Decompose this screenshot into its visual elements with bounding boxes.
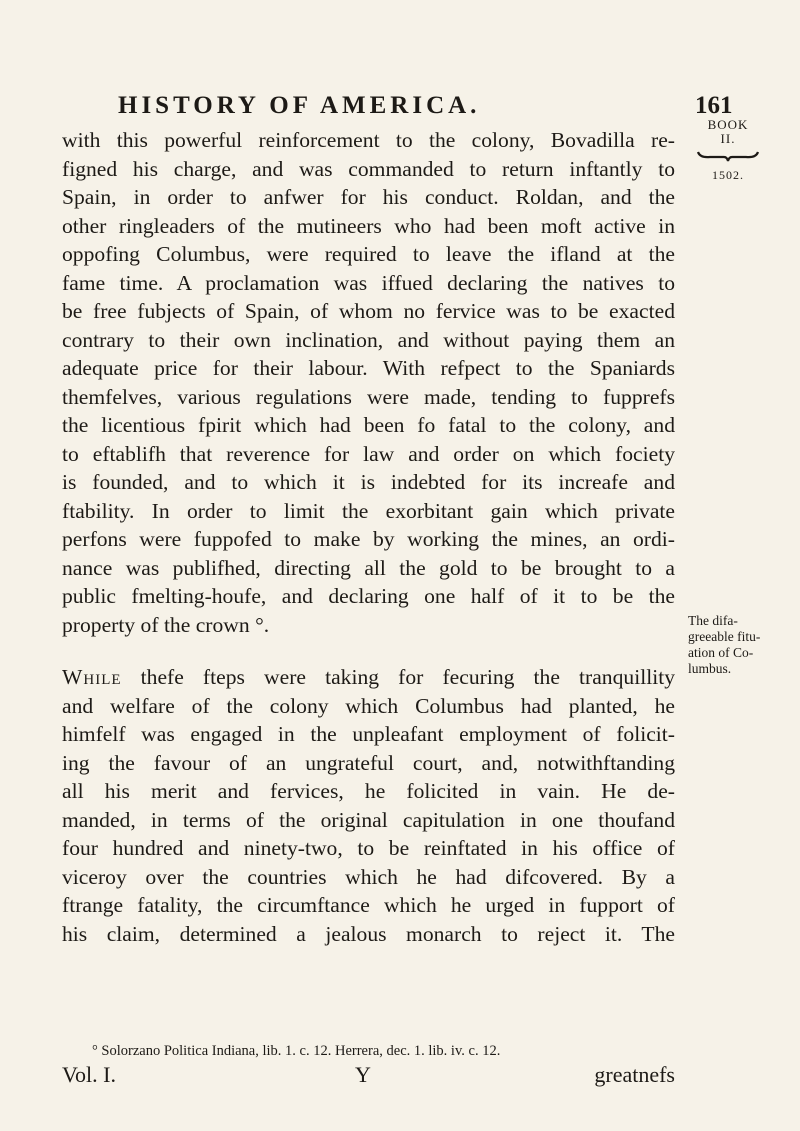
- margin-note-line: greeable fitu-: [688, 629, 761, 644]
- year-note: 1502.: [712, 168, 744, 182]
- text-line: Spain, in order to anfwer for his conduct. Roldan, and the: [62, 185, 675, 209]
- text-line: the licentious fpirit which had been fo fatal to the colony, and: [62, 413, 675, 437]
- body-text: [62, 126, 675, 948]
- running-title: HISTORY OF AMERICA.: [118, 92, 481, 119]
- book-number: II.: [720, 131, 736, 146]
- book-label: BOOK: [707, 117, 749, 132]
- footnote: ° Solorzano Politica Indiana, lib. 1. c. 12. Herrera, dec. 1. lib. iv. c. 12.: [92, 1043, 501, 1059]
- text-line: figned his charge, and was commanded to return inftantly to: [62, 156, 675, 181]
- text-line: all his merit and fervices, he folicited in vain. He de-: [62, 779, 675, 803]
- first-line-rest: thefe fteps were taking for fecuring the tranquillity: [121, 665, 675, 689]
- margin-note: [688, 613, 778, 677]
- text-line: be free fubjects of Spain, of whom no fervice was to be exacted: [62, 299, 675, 323]
- text-line: to eftablifh that reverence for law and order on which fociety: [62, 441, 675, 466]
- text-line: his claim, determined a jealous monarch to reject it. The: [62, 921, 675, 946]
- text-line: manded, in terms of the original capitulation in one thoufand: [62, 807, 675, 832]
- volume-label: Vol. I.: [62, 1062, 116, 1087]
- text-line: ftrange fatality, the circumftance which he urged in fupport of: [62, 893, 675, 917]
- margin-note-line: The difa-: [688, 613, 738, 628]
- text-line: public fmelting-houfe, and declaring one half of it to be the: [62, 584, 675, 608]
- brace-icon: [696, 150, 760, 162]
- signature-mark: Y: [355, 1062, 371, 1087]
- text-line: ftability. In order to limit the exorbitant gain which private: [62, 498, 675, 523]
- paragraph-2: [62, 663, 675, 948]
- text-line: himfelf was engaged in the unpleafant employment of folicit-: [62, 722, 675, 746]
- text-line: perfons were fuppofed to make by working the mines, an ordi-: [62, 527, 675, 551]
- text-line: and welfare of the colony which Columbus had planted, he: [62, 693, 675, 718]
- paragraph-gap: [62, 639, 675, 663]
- text-line: oppofing Columbus, were required to leave the ifland at the: [62, 242, 675, 266]
- text-line: viceroy over the countries which he had difcovered. By a: [62, 864, 675, 889]
- text-line: themfelves, various regulations were made, tending to fupprefs: [62, 384, 675, 409]
- margin-note-line: lumbus.: [688, 661, 732, 676]
- text-line: adequate price for their labour. With refpect to the Spaniards: [62, 356, 675, 380]
- paragraph-1: [62, 126, 675, 639]
- text-line: [62, 663, 675, 692]
- page-number: 161: [695, 92, 733, 119]
- text-line: is founded, and to which it is indebted for its increafe and: [62, 470, 675, 494]
- margin-note-line: ation of Co-: [688, 645, 754, 660]
- text-line: nance was publifhed, directing all the gold to be brought to a: [62, 555, 675, 580]
- lead-word: While: [62, 665, 122, 689]
- catchword: greatnefs: [594, 1062, 675, 1087]
- text-line: contrary to their own inclination, and without paying them an: [62, 327, 675, 352]
- margin-book-marker: [690, 118, 766, 182]
- text-line: with this powerful reinforcement to the colony, Bovadilla re-: [62, 128, 675, 152]
- text-line: fame time. A proclamation was iffued declaring the natives to: [62, 270, 675, 295]
- text-line: property of the crown °.: [62, 612, 270, 637]
- text-line: four hundred and ninety-two, to be reinftated in his office of: [62, 836, 675, 860]
- text-line: other ringleaders of the mutineers who had been moft active in: [62, 213, 675, 238]
- text-line: ing the favour of an ungrateful court, and, notwithftanding: [62, 750, 675, 775]
